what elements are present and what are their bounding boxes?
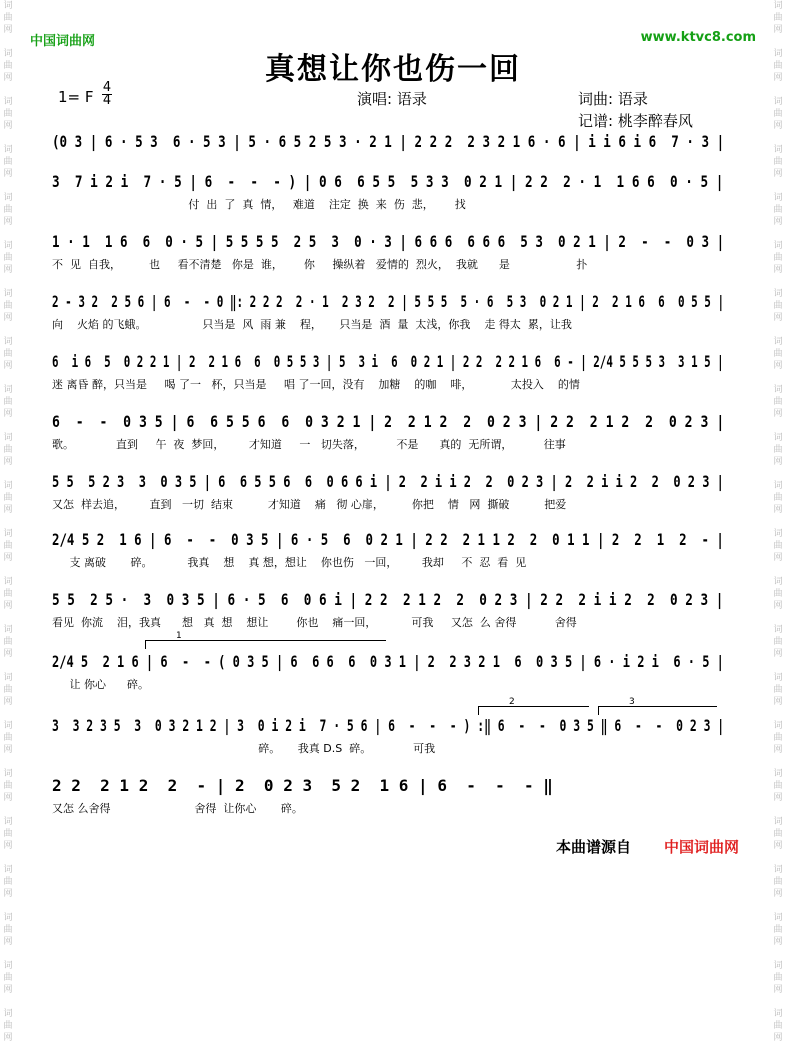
arranger-credit: 记谱: 桃李醉春风 bbox=[578, 112, 693, 130]
score-line bbox=[52, 472, 724, 512]
lyrics-row: 歌。 直到 午 夜 梦回， 才知道 一 切失落， 不是 真的 无所谓， 往事 bbox=[52, 438, 566, 451]
right-watermark-strip: 词 曲 网 词 曲 网 词 曲 网 词 曲 网 词 曲 网 词 曲 网 词 曲 网 词 曲 网 词 曲 网 词 曲 网 词 曲 网 词 曲 网 词 曲 网 词 曲 网 词 曲 网 词 曲 网 词 曲 网 词 曲 网 词 曲 网 词 曲 网 词 曲 网 词 曲 网 bbox=[773, 1, 783, 1043]
lyricist-credit: 词曲: 语录 bbox=[578, 90, 648, 108]
volta-number: 3 bbox=[629, 697, 635, 707]
lyrics-row: 迷 离昏 醉，只当是 喝 了一 杯，只当是 唱 了一回，没有 加糖 的咖 啡， 太投入 的情 bbox=[52, 378, 580, 391]
notation-row: 3 7 i 2 i 7 · 5 | 6 - - - ) | 0 6 6 5 5 5 3 3 0 2 1 | 2 2 2 · 1 1 6 6 0 · 5 | bbox=[52, 172, 724, 191]
time-signature bbox=[102, 82, 112, 107]
notation-row: 6 - - 0 3 5 | 6 6 5 5 6 6 0 3 2 1 | 2 2 1 2 2 0 2 3 | 2 2 2 1 2 2 0 2 3 | bbox=[52, 412, 725, 431]
footer-source-label: 本曲谱源自 bbox=[556, 838, 632, 856]
volta-number: 1 bbox=[176, 631, 182, 641]
score-line bbox=[52, 590, 724, 630]
notation-row: 2 2 2 1 2 2 - | 2 0 2 3 5 2 1 6 | 6 - - - ‖ bbox=[52, 776, 553, 795]
lyrics-row: 看见 你流 泪，我真 想 真 想 想让 你也 痛一回， 可我 又怎 么 舍得 舍得 bbox=[52, 616, 577, 629]
time-denominator: 4 bbox=[102, 93, 112, 108]
lyrics-row: 不 见 自我， 也 看不清楚 你是 谁， 你 操纵着 爱情的 烈火， 我就 是 扑 bbox=[52, 258, 588, 271]
notation-row: 3 3 2 3 5 3 0 3 2 1 2 | 3 0 i 2 i 7 · 5 6 | 6 - - - ) :‖ 6 - - 0 3 5 ‖ 6 - - 0 2 3 | bbox=[52, 716, 725, 735]
left-watermark-strip: 词 曲 网 词 曲 网 词 曲 网 词 曲 网 词 曲 网 词 曲 网 词 曲 网 词 曲 网 词 曲 网 词 曲 网 词 曲 网 词 曲 网 词 曲 网 词 曲 网 词 曲 网 词 曲 网 词 曲 网 词 曲 网 词 曲 网 词 曲 网 词 曲 网 词 曲 网 bbox=[3, 1, 13, 1043]
score-line bbox=[52, 652, 724, 692]
footer-site-link[interactable]: 中国词曲网 bbox=[664, 838, 740, 856]
score-line bbox=[52, 716, 724, 756]
notation-row: 6 i 6 5 0 2 2 1 | 2 2 1 6 6 0 5 5 3 | 5 3 i 6 0 2 1 | 2 2 2 2 1 6 6 - | 2/4 5 5 5 3 3 1 5 | bbox=[52, 352, 724, 371]
volta-bracket bbox=[478, 697, 589, 715]
score-line bbox=[52, 292, 724, 332]
score-line bbox=[52, 530, 724, 570]
song-title: 真想让你也伤一回 bbox=[265, 52, 521, 87]
score-line bbox=[52, 412, 724, 452]
lyrics-row: 又怎 样去追， 直到 一切 结束 才知道 痛 彻 心扉， 你把 情 网 撕破 把爱 bbox=[52, 498, 567, 511]
volta-number: 2 bbox=[509, 697, 515, 707]
lyrics-row: 碎。 我真 D.S 碎。 可我 bbox=[52, 742, 436, 755]
score-line bbox=[52, 776, 724, 816]
time-numerator: 4 bbox=[102, 80, 112, 95]
notation-row: (0 3 | 6 · 5 3 6 · 5 3 | 5 · 6 5 2 5 3 · 2 1 | 2 2 2 2 3 2 1 6 · 6 | i i 6 i 6 7 · 3 | bbox=[52, 132, 725, 151]
notation-row: 2/4 5 2 1 6 | 6 - - ( 0 3 5 | 6 6 6 6 0 3 1 | 2 2 3 2 1 6 0 3 5 | 6 · i 2 i 6 · 5 | bbox=[52, 652, 724, 671]
key-signature: 1= F bbox=[58, 88, 94, 106]
volta-bracket bbox=[598, 697, 717, 715]
notation-row: 5 5 5 2 3 3 0 3 5 | 6 6 5 5 6 6 0 6 6 i | 2 2 i i 2 2 0 2 3 | 2 2 i i 2 2 0 2 3 | bbox=[52, 472, 724, 491]
site-logo-text[interactable]: 中国词曲网 bbox=[30, 34, 96, 49]
score-line bbox=[52, 232, 724, 272]
score-line bbox=[52, 132, 724, 158]
lyrics-row: 让 你心 碎。 bbox=[52, 678, 149, 691]
notation-row: 1 · 1 1 6 6 0 · 5 | 5 5 5 5 2 5 3 0 · 3 | 6 6 6 6 6 6 5 3 0 2 1 | 2 - - 0 3 | bbox=[52, 232, 725, 251]
score-line bbox=[52, 172, 724, 212]
volta-bracket bbox=[145, 631, 386, 649]
singer-credit: 演唱: 语录 bbox=[357, 90, 427, 108]
notation-row: 5 5 2 5 · 3 0 3 5 | 6 · 5 6 0 6 i | 2 2 2 1 2 2 0 2 3 | 2 2 2 i i 2 2 0 2 3 | bbox=[52, 590, 724, 609]
lyrics-row: 付 出 了 真 情， 难道 注定 换 来 伤 悲， 找 bbox=[52, 198, 466, 211]
notation-row: 2 - 3 2 2 5 6 | 6 - - 0 ‖: 2 2 2 2 · 1 2 3 2 2 | 5 5 5 5 · 6 5 3 0 2 1 | 2 2 1 6 6 0 5 5 | bbox=[52, 292, 725, 311]
notation-row: 2/4 5 2 1 6 | 6 - - 0 3 5 | 6 · 5 6 0 2 1 | 2 2 2 1 1 2 2 0 1 1 | 2 2 1 2 - | bbox=[52, 530, 724, 549]
lyrics-row: 支 离破 碎。 我真 想 真 想，想让 你也伤 一回， 我却 不 忍 看 见 bbox=[52, 556, 527, 569]
score-line bbox=[52, 352, 724, 392]
lyrics-row: 又怎 么舍得 舍得 让你心 碎。 bbox=[52, 802, 303, 815]
site-url[interactable]: www.ktvc8.com bbox=[640, 30, 756, 45]
lyrics-row: 向 火焰 的飞蛾。 只当是 风 雨 兼 程， 只当是 酒 量 太浅，你我 走 得太 累，让我 bbox=[52, 318, 572, 331]
